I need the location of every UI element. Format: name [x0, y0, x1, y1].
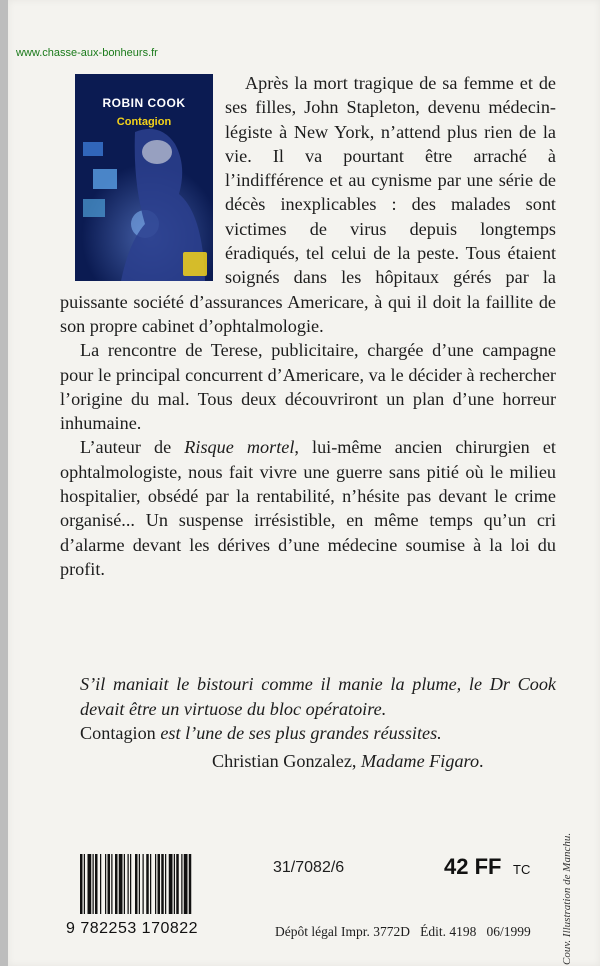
barcode-bar — [108, 854, 111, 914]
barcode-bar — [124, 854, 125, 914]
barcode-bar — [135, 854, 138, 914]
barcode-bar — [111, 854, 112, 914]
cover-credit: Couv. Illustration de Manchu. — [561, 832, 573, 965]
press-quote — [60, 672, 556, 773]
synopsis-paragraph-3 — [60, 435, 556, 581]
reference-code: 31/7082/6 — [273, 859, 345, 876]
barcode-bar — [155, 854, 156, 914]
barcode-bar — [181, 854, 182, 914]
price: 42 FF — [444, 854, 502, 879]
synopsis — [60, 71, 556, 581]
barcode-bar — [93, 854, 94, 914]
barcode-bar — [189, 854, 192, 914]
barcode-bar — [84, 854, 85, 914]
barcode-bar — [100, 854, 101, 914]
barcode-bar — [105, 854, 106, 914]
synopsis-paragraph-2: La rencontre de Terese, publicitaire, chargée d’une campagne pour le principal concurrent d’Americare, va le décider à rechercher l’origine du mal. Tous deux découvriront un plan d’une horreur inhumaine. — [60, 340, 556, 434]
synopsis-p3-prefix: L’auteur de — [80, 437, 185, 458]
synopsis-p3-rest: , lui-même ancien chirurgien et ophtalmologiste, nous fait vivre une guerre sans pitié où le milieu hospitalier, obsédé par la rentabilité, n’hésite pas devant le crime organisé... Un suspense irrésistible, en même temps qu’un cri d’alarme devant les dérives d’une médecine soumise à la loi du profit. — [60, 437, 556, 579]
barcode-bar — [161, 854, 164, 914]
barcode-bar — [176, 854, 179, 914]
barcode-bar — [150, 854, 151, 914]
barcode-bar — [165, 854, 166, 914]
quote-book-name: Contagion — [80, 723, 156, 743]
attribution-source: Madame Figaro — [361, 750, 480, 771]
barcode-bar — [128, 854, 129, 914]
barcode-bar — [174, 854, 175, 914]
barcode-bar — [119, 854, 123, 914]
barcode-bar — [88, 854, 92, 914]
thumbnail-title: Contagion — [116, 116, 172, 128]
quote-line-2 — [80, 721, 556, 746]
attribution-name: Christian Gonzalez, — [212, 750, 361, 771]
quote-text-2: est l’une de ses plus grandes réussites. — [155, 723, 442, 743]
thumbnail-space — [60, 71, 225, 289]
barcode-bar — [80, 854, 83, 914]
quote-attribution — [60, 749, 556, 774]
barcode-bar — [158, 854, 161, 914]
thumbnail-author: ROBIN COOK — [102, 96, 186, 110]
barcode-bar — [115, 854, 118, 914]
barcode-bar — [95, 854, 98, 914]
synopsis-paragraph-1: Après la mort tragique de sa femme et de ses filles, John Stapleton, devenu médecin-légiste à New York, n’attend plus rien de la vie. Il va pourtant être arraché à l’indifférence et au cynisme par une série de décès inexplicables : des malades sont victimes de virus depuis longtemps éradiqués, tel celui de la peste. Tous étaient soignés dans les hôpitaux gérés par la puissante société d’assurances Americare, à qui il doit la faillite de son propre cabinet d’ophtalmologie. — [60, 73, 556, 336]
price-suffix: TC — [513, 862, 531, 877]
quote-text: S’il maniait le bistouri comme il manie la plume, le Dr Cook devait être un virtuose du bloc opératoire. — [80, 674, 556, 719]
barcode-bar — [169, 854, 173, 914]
watermark-url: www.chasse-aux-bonheurs.fr — [16, 47, 158, 59]
book-title-risque-mortel: Risque mortel — [184, 437, 295, 458]
barcode-bar — [139, 854, 140, 914]
isbn-number: 9 782253 170822 — [66, 920, 199, 937]
barcode-bar — [143, 854, 144, 914]
attribution-end: . — [479, 750, 484, 771]
barcode-bar — [146, 854, 149, 914]
barcode-bar — [184, 854, 188, 914]
barcode-bar — [130, 854, 131, 914]
legal-deposit-line: Dépôt légal Impr. 3772D Édit. 4198 06/1999 — [275, 924, 531, 939]
